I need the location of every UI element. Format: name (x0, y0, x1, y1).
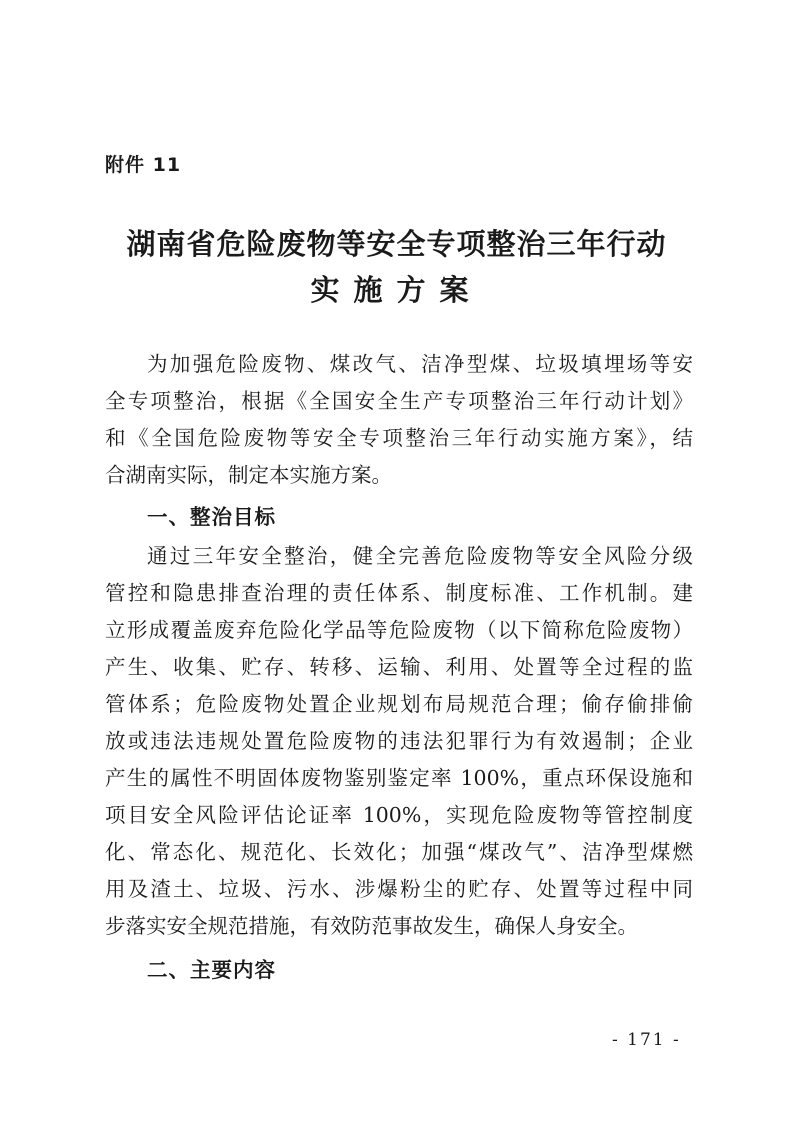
paragraph-line: 用及渣土、垃圾、污水、涉爆粉尘的贮存、处置等过程中同 (105, 877, 693, 901)
paragraph-line: 放或违法违规处置危险废物的违法犯罪行为有效遏制；企业 (105, 729, 693, 753)
paragraph-line: 步落实安全规范措施，有效防范事故发生，确保人身安全。 (105, 914, 638, 938)
paragraph-line: 立形成覆盖废弃危险化学品等危险废物（以下简称危险废物） (105, 618, 693, 642)
paragraph-line: 为加强危险废物、煤改气、洁净型煤、垃圾填埋场等安 (147, 352, 693, 376)
paragraph-line: 产生、收集、贮存、转移、运输、利用、处置等全过程的监 (105, 655, 693, 679)
document-title-line2: 实施方案 (310, 273, 483, 307)
paragraph-line: 项目安全风险评估论证率 100%，实现危险废物等管控制度 (105, 803, 693, 827)
paragraph-line: 管体系；危险废物处置企业规划布局规范合理；偷存偷排偷 (105, 692, 693, 716)
paragraph-line: 全专项整治，根据《全国安全生产专项整治三年行动计划》 (105, 389, 693, 413)
intro-paragraph (105, 346, 693, 494)
paragraph-line: 产生的属性不明固体废物鉴别鉴定率 100%，重点环保设施和 (105, 766, 693, 790)
page-number: - 171 - (612, 1030, 681, 1050)
document-title-line1: 湖南省危险废物等安全专项整治三年行动 (126, 227, 667, 261)
section-heading-goals: 一、整治目标 (147, 505, 276, 529)
attachment-label: 附件 11 (105, 154, 182, 176)
section-heading-main-content: 二、主要内容 (147, 958, 276, 982)
paragraph-line: 通过三年安全整治，健全完善危险废物等安全风险分级 (147, 544, 693, 568)
paragraph-line: 管控和隐患排查治理的责任体系、制度标准、工作机制。建 (105, 581, 693, 605)
paragraph-line: 和《全国危险废物等安全专项整治三年行动实施方案》，结 (105, 426, 693, 450)
paragraph-line: 合湖南实际，制定本实施方案。 (105, 463, 392, 487)
goals-paragraph (105, 538, 693, 945)
paragraph-line: 化、常态化、规范化、长效化；加强“煤改气”、洁净型煤燃 (105, 840, 693, 864)
